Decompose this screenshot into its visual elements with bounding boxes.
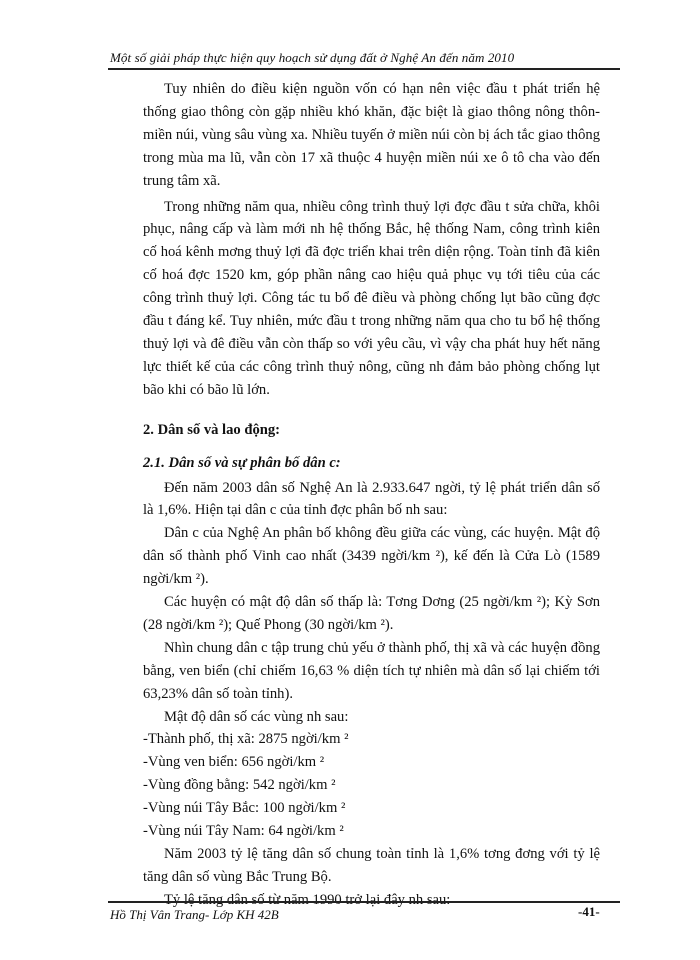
paragraph: Năm 2003 tỷ lệ tăng dân số chung toàn tỉnh là 1,6% tơng đơng với tỷ lệ tăng dân số vùng Bắc Trung Bộ.: [143, 846, 600, 885]
running-header: Một số giải pháp thực hiện quy hoạch sử dụng đất ở Nghệ An đến năm 2010: [110, 50, 515, 65]
footer-author: Hồ Thị Vân Trang- Lớp KH 42B: [110, 907, 279, 922]
paragraph: Tỷ lệ tăng dân số từ năm 1990 trở lại đây nh sau:: [164, 891, 451, 908]
density-item: -Vùng núi Tây Bắc: 100 ngời/km ²: [143, 800, 346, 817]
header-rule: [108, 68, 620, 70]
density-intro: Mật độ dân số các vùng nh sau:: [164, 708, 349, 725]
density-item: -Vùng ven biển: 656 ngời/km ²: [143, 754, 325, 771]
subsection-heading: 2.1. Dân số và sự phân bố dân c:: [143, 454, 341, 471]
body-text: [143, 78, 600, 912]
paragraph: Nhìn chung dân c tập trung chủ yếu ở thành phố, thị xã và các huyện đồng bằng, ven biển (chỉ chiếm 16,63 % diện tích tự nhiên mà dân số lại chiếm tới 63,23% dân số toàn tỉnh).: [143, 639, 600, 702]
paragraph: Dân c của Nghệ An phân bố không đều giữa các vùng, các huyện. Mật độ dân số thành phố Vinh cao nhất (3439 ngời/km ²), kế đến là Cửa Lò (1589 ngời/km ²).: [143, 525, 600, 588]
density-item: -Vùng núi Tây Nam: 64 ngời/km ²: [143, 823, 344, 840]
paragraph: Trong những năm qua, nhiều công trình thuỷ lợi đợc đầu t sửa chữa, khôi phục, nâng cấp và làm mới nh hệ thống Bắc, hệ thống Nam, công trình kiên cố hoá kênh mơng thuỷ lợi đã đợc triển khai trên diện rộng. Toàn tỉnh đã kiên cố hoá đợc 1520 km, góp phần nâng cao hiệu quả phục vụ tới tiêu của các công trình thuỷ lợi. Công tác tu bổ đê điều và phòng chống lụt bão cũng đợc đầu t đáng kể. Tuy nhiên, mức đầu t trong những năm qua cho tu bổ hệ thống thuỷ lợi và đê điều vẫn còn thấp so với yêu cầu, vì vậy cha phát huy hết năng lực thiết kế của các công trình thuỷ nông, cũng nh đảm bảo phòng chống lụt bão khi có bão lũ lớn.: [143, 198, 600, 398]
footer-rule: [108, 901, 620, 903]
paragraph: Đến năm 2003 dân số Nghệ An là 2.933.647 ngời, tỷ lệ phát triển dân số là 1,6%. Hiện tại dân c của tỉnh đợc phân bố nh sau:: [143, 479, 600, 519]
density-item: -Thành phố, thị xã: 2875 ngời/km ²: [143, 731, 349, 748]
paragraph: Tuy nhiên do điều kiện nguồn vốn có hạn nên việc đầu t phát triển hệ thống giao thông còn gặp nhiều khó khăn, đặc biệt là giao thông nông thôn-miền núi, vùng sâu vùng xa. Nhiều tuyến ở miền núi còn bị ách tắc giao thông trong mùa ma lũ, vẫn còn 17 xã thuộc 4 huyện miền núi xe ô tô cha vào đến trung tâm xã.: [143, 81, 600, 189]
section-heading: 2. Dân số và lao động:: [143, 421, 281, 438]
paragraph: Các huyện có mật độ dân số thấp là: Tơng Dơng (25 ngời/km ²); Kỳ Sơn (28 ngời/km ²); Quế Phong (30 ngời/km ²).: [143, 594, 600, 633]
density-item: -Vùng đồng bằng: 542 ngời/km ²: [143, 777, 336, 794]
page-number: -41-: [578, 904, 600, 919]
